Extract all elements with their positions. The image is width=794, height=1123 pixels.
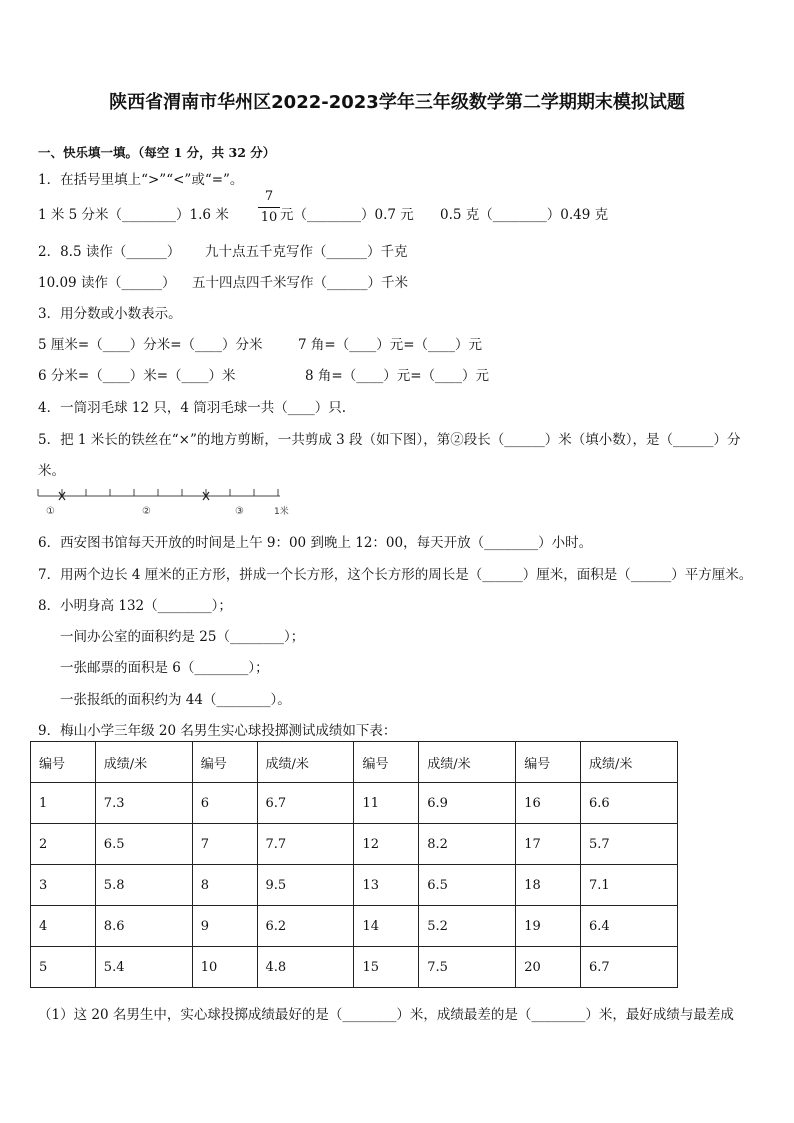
ruler-label-end: 1米 — [274, 507, 289, 517]
question-7: 7．用两个边长 4 厘米的正方形，拼成一个长方形，这个长方形的周长是（______）厘米，面积是（______）平方厘米。 — [38, 567, 753, 583]
table-cell: 12 — [354, 824, 419, 865]
question-1a: 1 米 5 分米（________）1.6 米 — [38, 207, 229, 223]
question-3-line2-b: 8 角=（____）元=（____）元 — [305, 368, 490, 384]
table-header-row — [31, 742, 678, 783]
table-cell: 6.6 — [581, 783, 678, 824]
table-cell: 7.7 — [257, 824, 354, 865]
table-cell: 8.2 — [419, 824, 516, 865]
table-cell: 6.5 — [95, 824, 192, 865]
table-header-cell: 编号 — [516, 742, 581, 783]
question-1-prompt: 1．在括号里填上“>”“<”或“=”。 — [38, 172, 244, 188]
table-cell: 7 — [192, 824, 257, 865]
table-cell: 5.2 — [419, 906, 516, 947]
question-1b: 元（________）0.7 元 — [280, 207, 414, 223]
fraction — [258, 189, 280, 226]
table-cell: 6.5 — [419, 865, 516, 906]
table-cell: 9.5 — [257, 865, 354, 906]
table-cell: 15 — [354, 947, 419, 988]
table-cell: 6.4 — [581, 906, 678, 947]
question-1c: 0.5 克（________）0.49 克 — [440, 207, 609, 223]
question-6: 6．西安图书馆每天开放的时间是上午 9：00 到晚上 12：00，每天开放（________）小时。 — [38, 535, 593, 551]
fraction-bar — [258, 207, 280, 208]
table-row — [31, 947, 678, 988]
table-cell: 7.3 — [95, 783, 192, 824]
table-header-cell: 编号 — [31, 742, 96, 783]
fraction-denominator: 10 — [260, 210, 278, 225]
table-cell: 4 — [31, 906, 96, 947]
table-cell: 6.2 — [257, 906, 354, 947]
table-cell: 9 — [192, 906, 257, 947]
table-row — [31, 824, 678, 865]
question-3-prompt: 3．用分数或小数表示。 — [38, 306, 182, 322]
table-cell: 16 — [516, 783, 581, 824]
question-2-line1-a: 2．8.5 读作（______） — [38, 244, 181, 260]
question-8-line1: 8．小明身高 132（________）； — [38, 598, 232, 614]
table-header-cell: 编号 — [354, 742, 419, 783]
table-cell: 18 — [516, 865, 581, 906]
table-cell: 6.7 — [257, 783, 354, 824]
table-cell: 17 — [516, 824, 581, 865]
table-cell: 1 — [31, 783, 96, 824]
table-cell: 19 — [516, 906, 581, 947]
table-cell: 3 — [31, 865, 96, 906]
question-9-sub1: （1）这 20 名男生中，实心球投掷成绩最好的是（________）米，成绩最差的是（________）米，最好成绩与最差成 — [38, 1007, 734, 1023]
table-cell: 4.8 — [257, 947, 354, 988]
question-5-line1: 5．把 1 米长的铁丝在“×”的地方剪断，一共剪成 3 段（如下图），第②段长（______）米（填小数），是（______）分 — [38, 432, 741, 448]
table-cell: 20 — [516, 947, 581, 988]
question-8-line3: 一张邮票的面积是 6（________）； — [60, 660, 269, 676]
table-cell: 8.6 — [95, 906, 192, 947]
question-2-line1-b: 九十点五千克写作（______）千克 — [205, 244, 408, 260]
ruler-ticks — [38, 489, 278, 496]
question-5-line2: 米。 — [38, 463, 65, 479]
question-8-line2: 一间办公室的面积约是 25（________）； — [60, 629, 305, 645]
table-cell: 7.1 — [581, 865, 678, 906]
table-cell: 2 — [31, 824, 96, 865]
question-3-line2-a: 6 分米=（____）米=（____）米 — [38, 368, 236, 384]
table-cell: 5.4 — [95, 947, 192, 988]
section-heading: 一、快乐填一填。（每空 1 分，共 32 分） — [38, 145, 276, 160]
table-header-cell: 成绩/米 — [257, 742, 354, 783]
table-cell: 6.7 — [581, 947, 678, 988]
table-row — [31, 906, 678, 947]
table-cell: 5.8 — [95, 865, 192, 906]
table-cell: 6 — [192, 783, 257, 824]
table-row — [31, 783, 678, 824]
table-row — [31, 865, 678, 906]
question-2-line2-b: 五十四点四千米写作（______）千米 — [192, 275, 408, 291]
table-cell: 13 — [354, 865, 419, 906]
ruler-figure — [36, 486, 296, 520]
table-cell: 5 — [31, 947, 96, 988]
ruler-label-2: ② — [142, 506, 151, 517]
table-cell: 6.9 — [419, 783, 516, 824]
scores-table — [30, 741, 678, 988]
table-cell: 10 — [192, 947, 257, 988]
page-title: 陕西省渭南市华州区2022-2023学年三年级数学第二学期期末模拟试题 — [109, 92, 685, 113]
ruler-label-3: ③ — [235, 506, 244, 517]
table-header-cell: 编号 — [192, 742, 257, 783]
table-header-cell: 成绩/米 — [581, 742, 678, 783]
table-header-cell: 成绩/米 — [95, 742, 192, 783]
table-cell: 8 — [192, 865, 257, 906]
question-2-line2-a: 10.09 读作（______） — [38, 275, 176, 291]
table-cell: 7.5 — [419, 947, 516, 988]
question-9-prompt: 9．梅山小学三年级 20 名男生实心球投掷测试成绩如下表： — [38, 723, 397, 739]
table-cell: 14 — [354, 906, 419, 947]
table-cell: 11 — [354, 783, 419, 824]
question-3-line1-b: 7 角=（____）元=（____）元 — [298, 337, 483, 353]
question-4: 4．一筒羽毛球 12 只，4 筒羽毛球一共（____）只. — [38, 400, 347, 416]
question-3-line1-a: 5 厘米=（____）分米=（____）分米 — [38, 337, 263, 353]
table-cell: 5.7 — [581, 824, 678, 865]
question-8-line4: 一张报纸的面积约为 44（________）。 — [60, 692, 291, 708]
ruler-label-1: ① — [46, 506, 55, 517]
fraction-numerator: 7 — [264, 189, 274, 204]
table-header-cell: 成绩/米 — [419, 742, 516, 783]
